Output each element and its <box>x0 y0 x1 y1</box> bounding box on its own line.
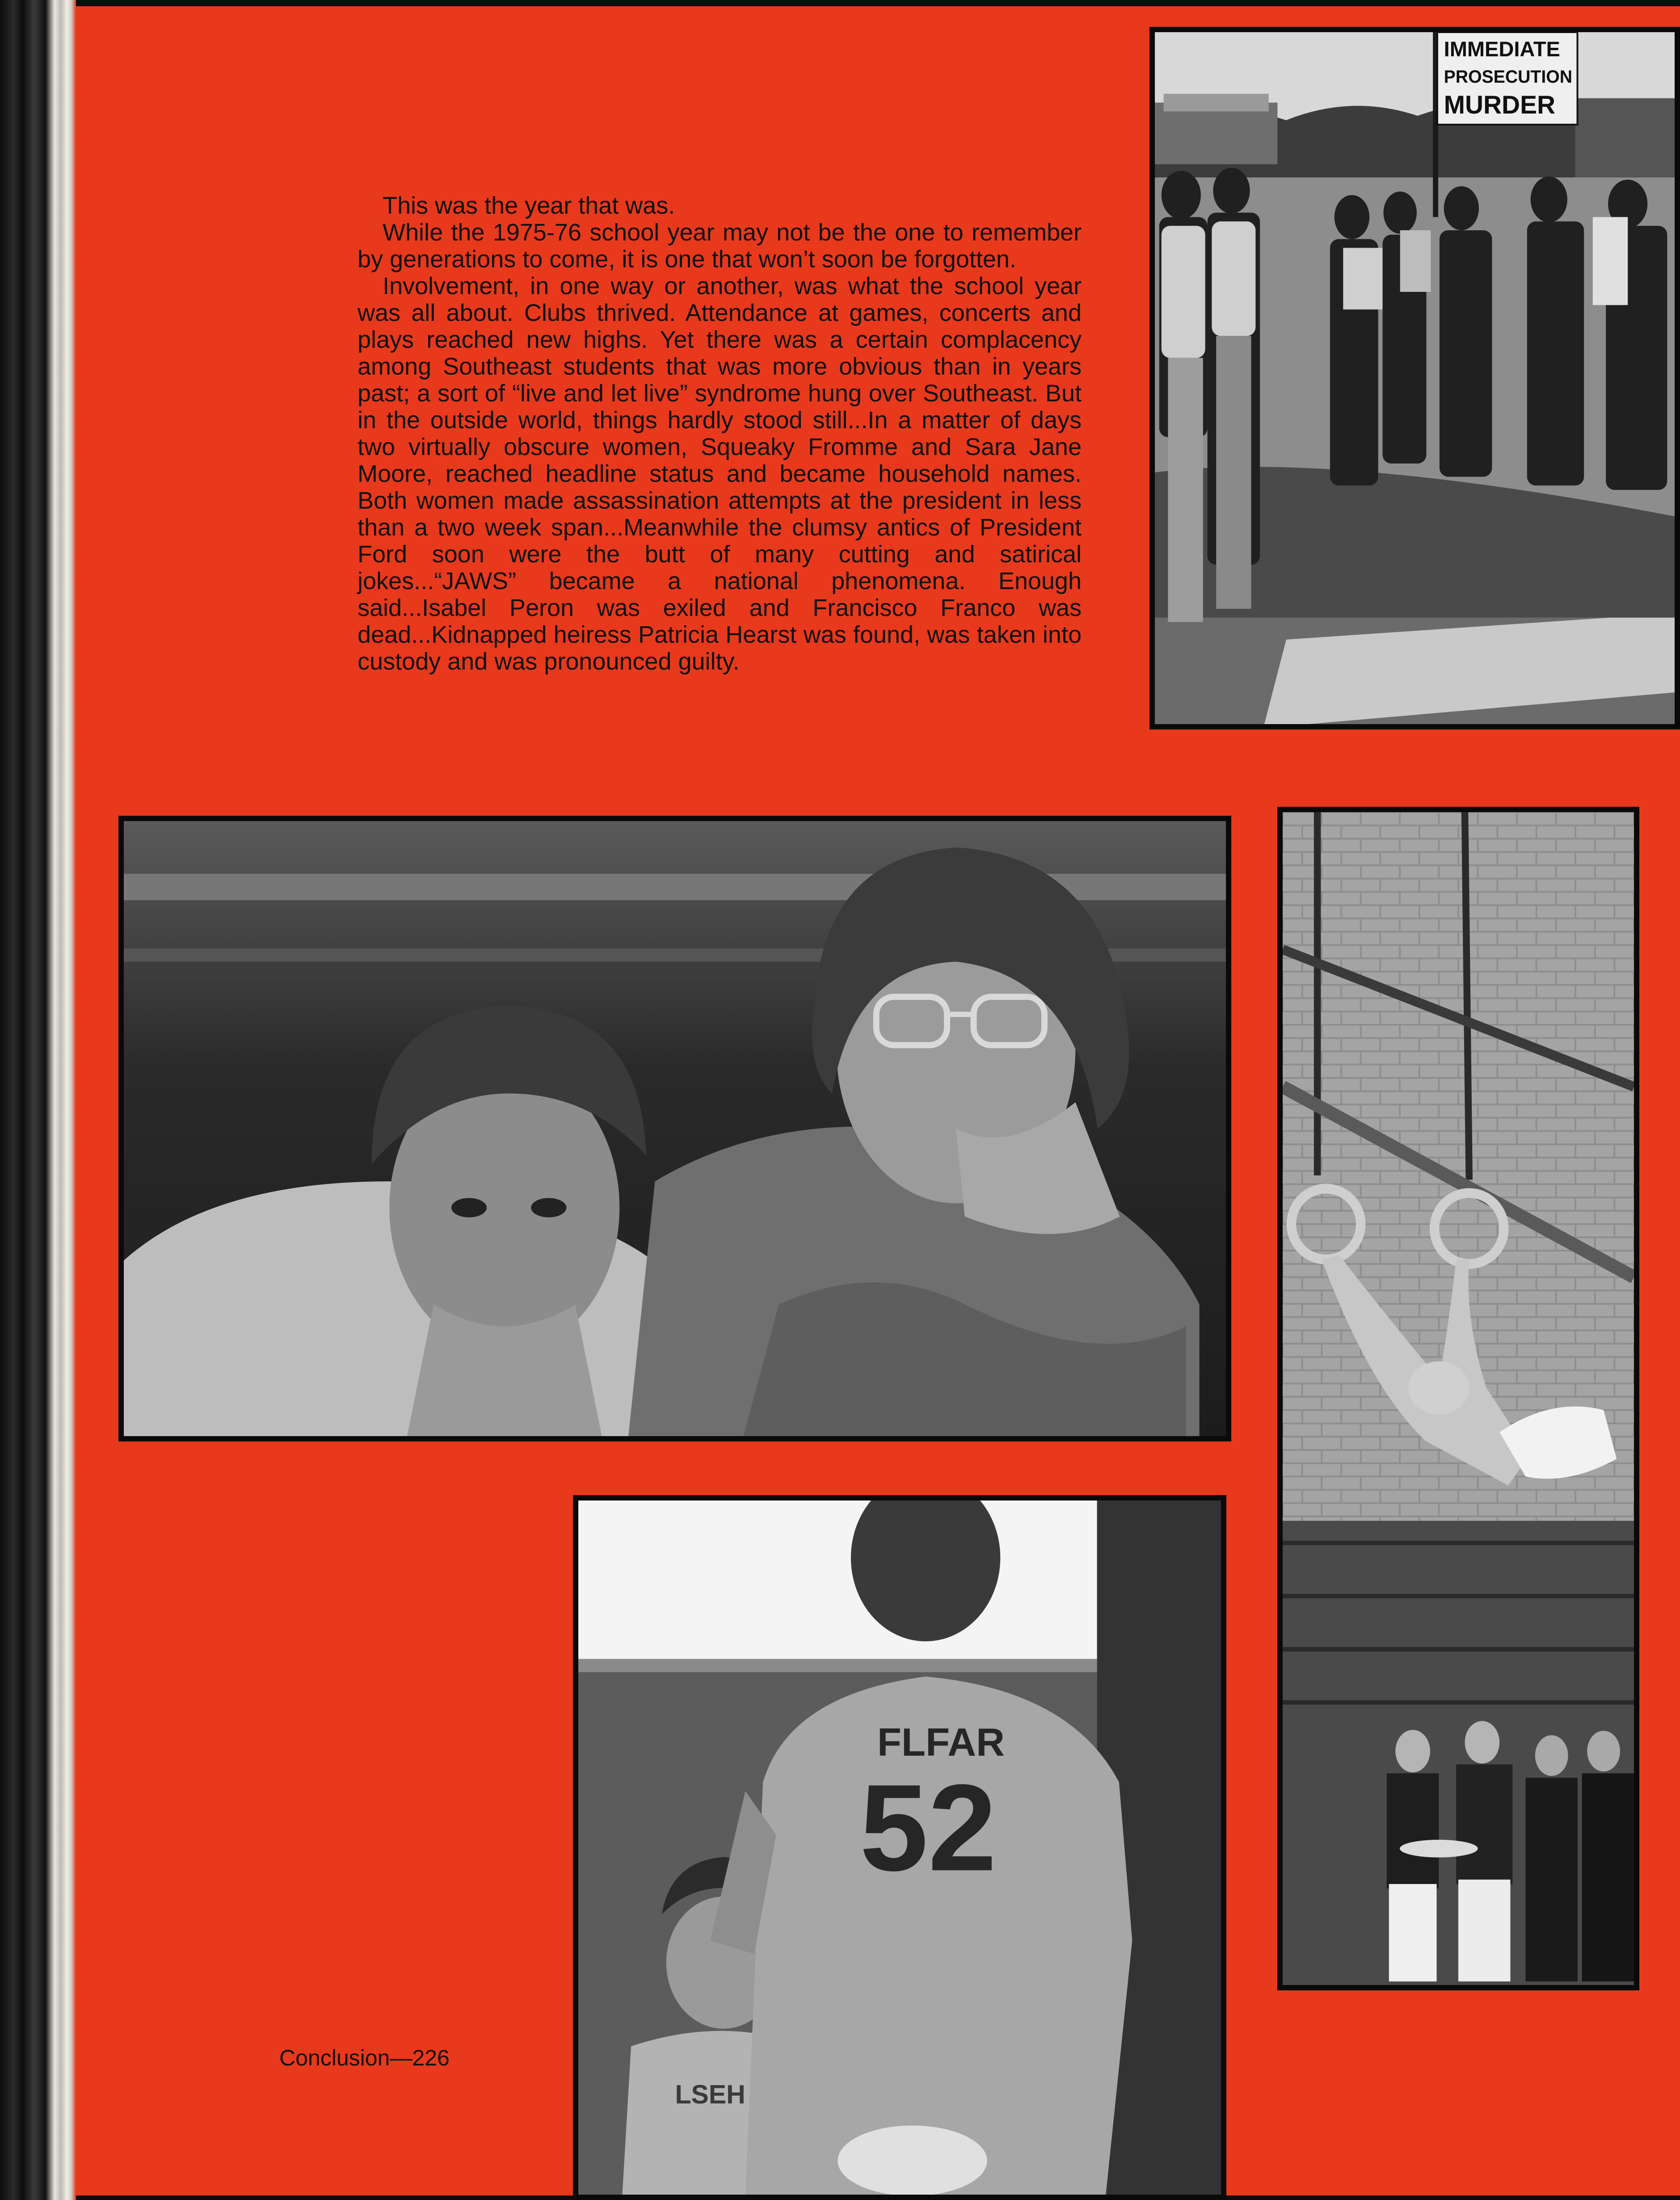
intro-text <box>358 192 1082 675</box>
shirt-print-text: LSEH <box>675 2080 745 2110</box>
protest-sign-line-2: PROSECUTION <box>1444 67 1573 87</box>
protest-photo <box>1149 27 1680 729</box>
page-top-edge <box>76 0 1680 6</box>
jersey-name-text: FLFAR <box>877 1720 1005 1765</box>
jersey-number-text: 52 <box>859 1759 997 1897</box>
two-boys-photo-image <box>124 821 1226 1436</box>
protest-sign-line-3: MURDER <box>1444 91 1556 120</box>
intro-lead: This was the year that was. <box>383 192 675 219</box>
intro-paragraph-2: Involvement, in one way or another, was what the school year was all about. Clubs thrived. Attendance at games, concerts and plays reached new highs. Yet there was a certain complacency among Southeast students that was more obvious than in years past; a sort of “live and let live” syndrome hung over Southeast. But in the outside world, things hardly stood still...In a matter of days two virtually obscure women, Squeaky Fromme and Sara Jane Moore, reached headline status and became household names. Both women made assassination attempts at the president in less than a two week span...Meanwhile the clumsy antics of President Ford soon were the butt of many cutting and satirical jokes...“JAWS” became a national phenomena. Enough said...Isabel Peron was exiled and Francisco Franco was dead...Kidnapped heiress Patricia Hearst was found, was taken into custody and was pronounced guilty. <box>358 273 1082 675</box>
jersey-52-photo-image <box>578 1500 1221 2195</box>
protest-photo-image <box>1155 32 1675 724</box>
protest-sign-line-1: IMMEDIATE <box>1444 37 1560 61</box>
gymnast-rings-photo-image <box>1283 812 1634 1985</box>
page-folio: Conclusion—226 <box>279 2045 450 2070</box>
gymnast-rings-photo <box>1277 807 1639 1990</box>
two-boys-photo <box>118 816 1231 1441</box>
book-binding <box>0 0 76 2200</box>
intro-paragraph-1: While the 1975-76 school year may not be the one to remember by generations to come, it is one that won’t soon be forgotten. <box>358 219 1082 273</box>
jersey-52-photo <box>573 1495 1226 2200</box>
